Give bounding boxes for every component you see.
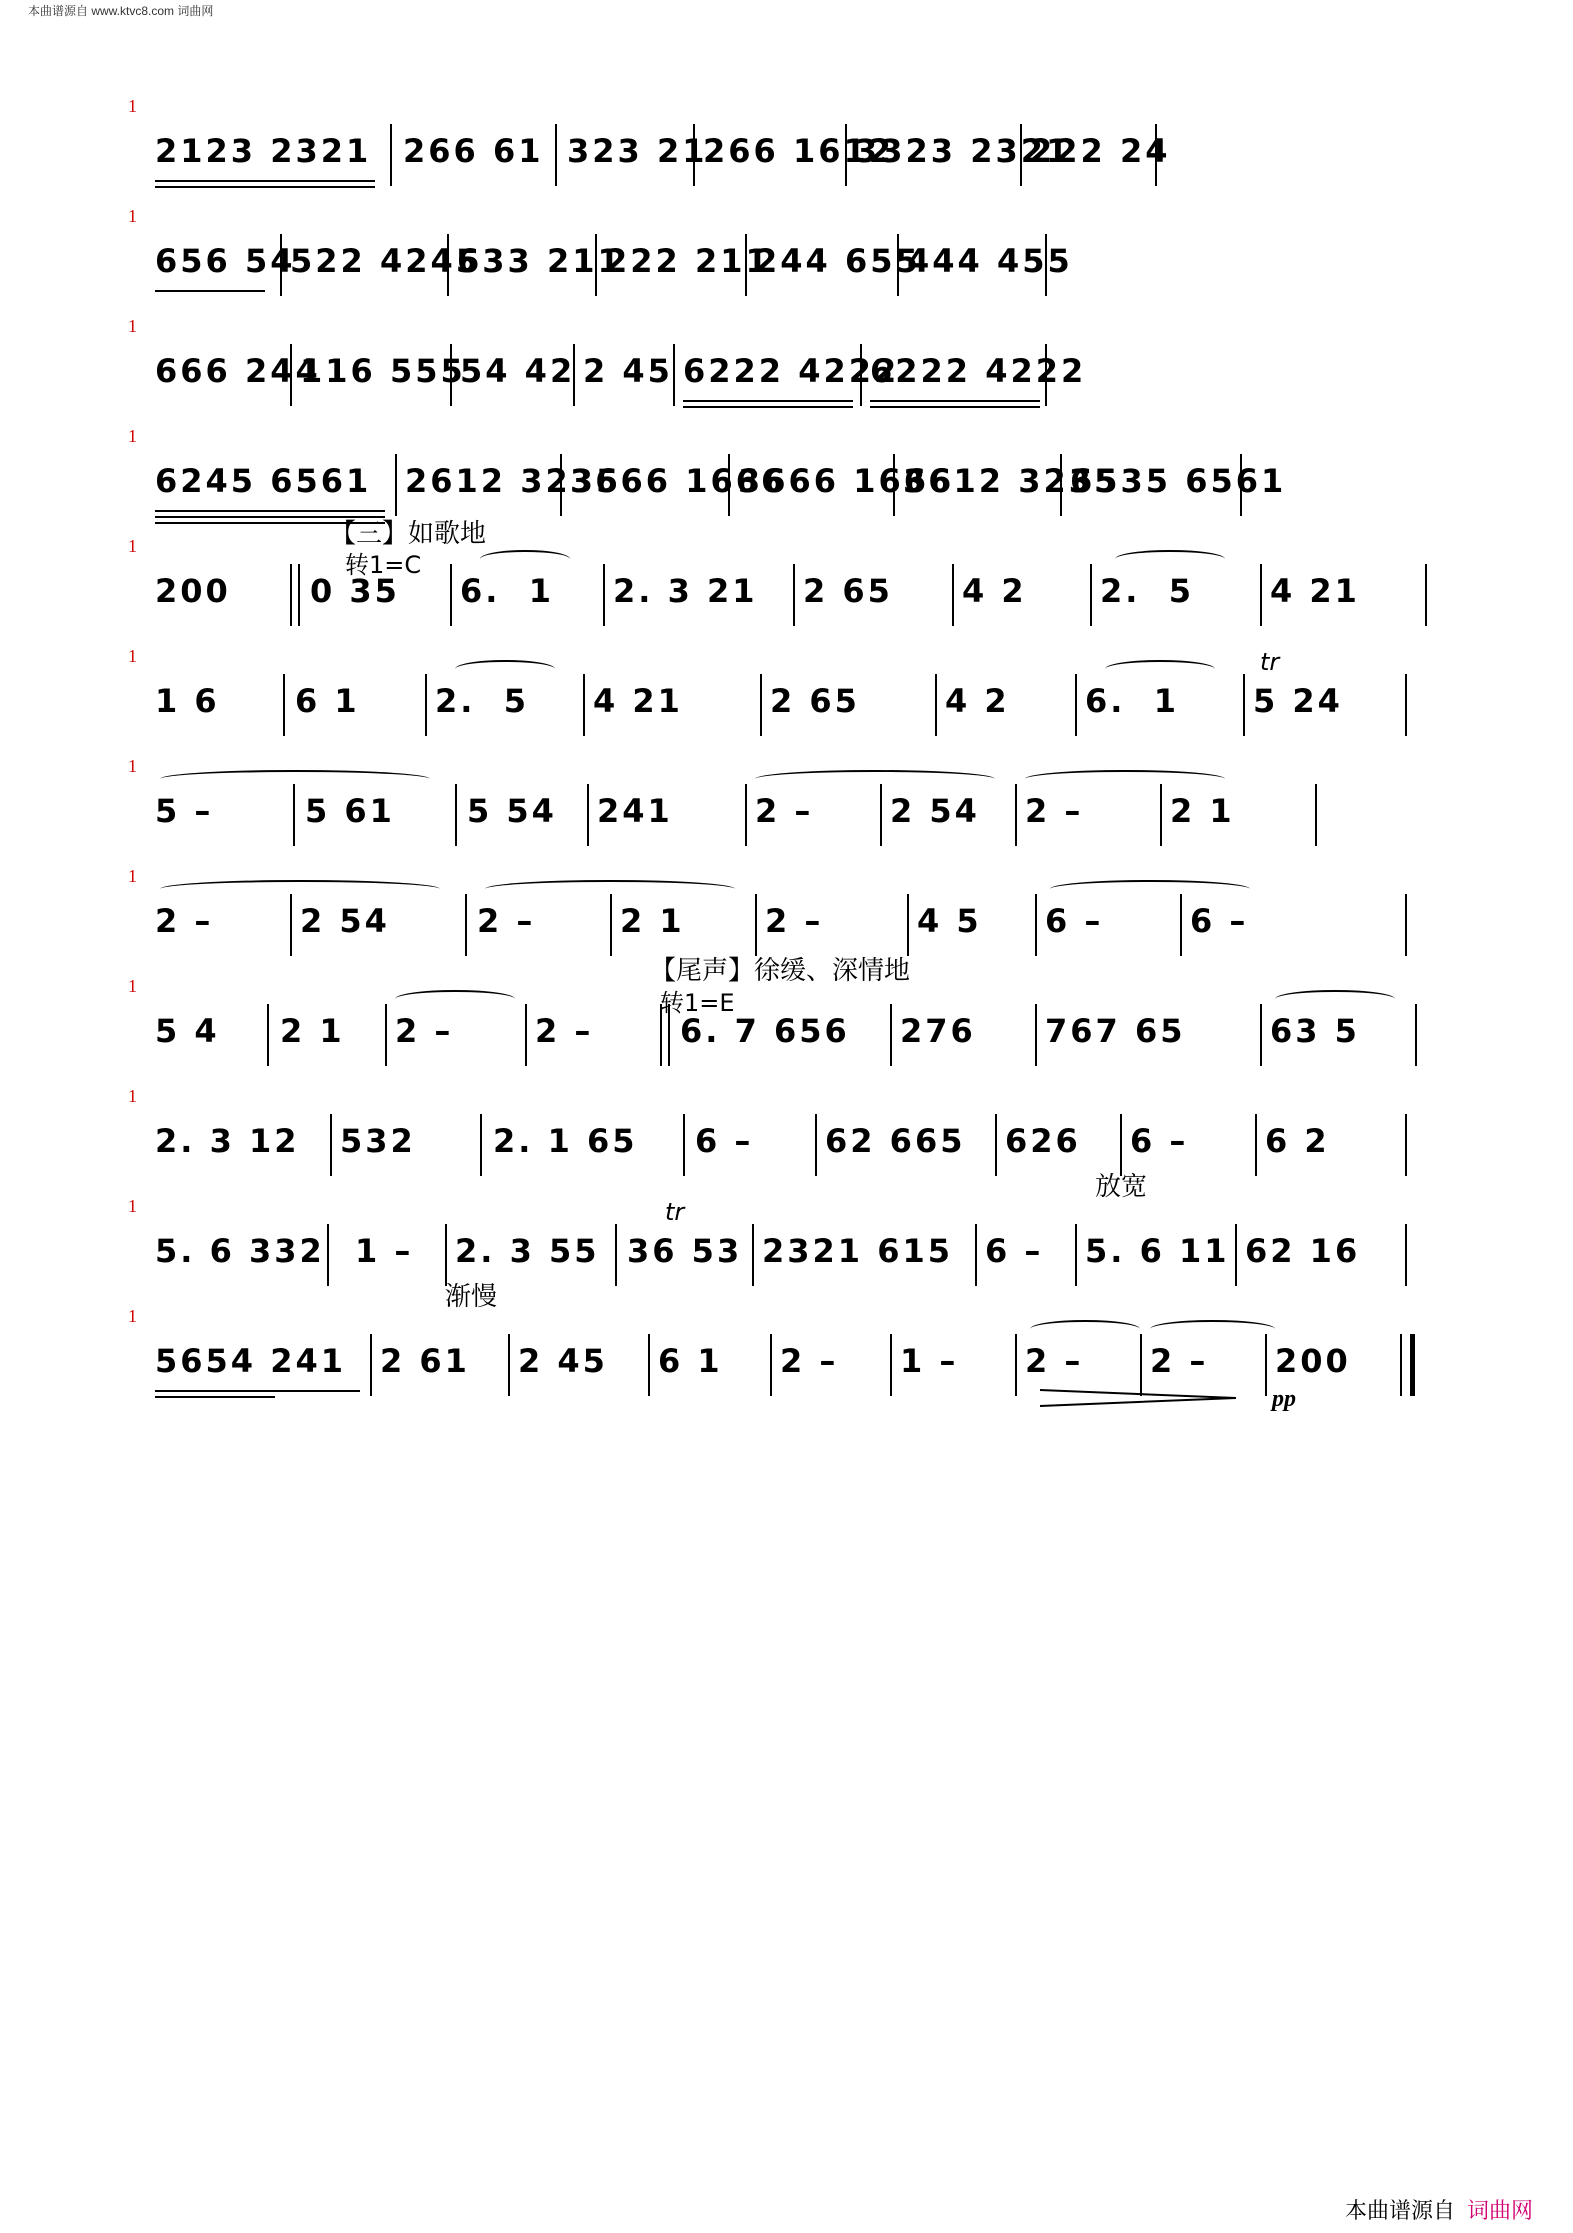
line-marker: 1 — [128, 1196, 137, 1216]
measure: 2123 2321 — [155, 132, 372, 170]
measure: 5 54 — [467, 792, 557, 830]
measure: 6. 1 — [1085, 682, 1179, 720]
measure: 6222 4222 — [683, 352, 900, 390]
measure: 444 455 — [907, 242, 1073, 280]
tempo-slow: 渐慢 — [445, 1282, 498, 1312]
measure: 2 65 — [803, 572, 893, 610]
measure: 2 54 — [890, 792, 980, 830]
measure: 2 – — [1025, 792, 1084, 830]
line-marker: 1 — [128, 96, 137, 116]
tempo-broaden: 放宽 — [1095, 1172, 1148, 1202]
stave-3 — [0, 316, 1573, 436]
key-change: 转1=C — [345, 551, 422, 579]
measure: 2 1 — [620, 902, 685, 940]
line-marker: 1 — [128, 536, 137, 556]
measure: 2 – — [780, 1342, 839, 1380]
key-change: 转1=E — [660, 989, 735, 1017]
measure: 2. 3 21 — [613, 572, 758, 610]
line-marker: 1 — [128, 1306, 137, 1326]
measure: 6 – — [1190, 902, 1249, 940]
measure: 6222 4222 — [870, 352, 1087, 390]
measure: 6245 6561 — [155, 462, 372, 500]
measure: 2 65 — [770, 682, 860, 720]
measure: 2. 1 65 — [493, 1122, 638, 1160]
measure: 116 555 — [300, 352, 466, 390]
trill-mark: tr — [665, 1198, 685, 1226]
measure: 6 – — [985, 1232, 1044, 1270]
measure: 200 — [1275, 1342, 1351, 1380]
section-title: 【三】如歌地 — [330, 519, 487, 549]
line-marker: 1 — [128, 1086, 137, 1106]
line-marker: 1 — [128, 206, 137, 226]
measure: 666 244 — [155, 352, 321, 390]
measure: 2321 615 — [762, 1232, 953, 1270]
measure: 6. 7 656 — [680, 1012, 850, 1050]
footer-brand: 词曲网 — [1466, 2198, 1533, 2223]
measure: 4 21 — [1270, 572, 1360, 610]
measure: 2 61 — [380, 1342, 470, 1380]
measure: 5 61 — [305, 792, 395, 830]
measure: 2 1 — [280, 1012, 345, 1050]
measure: 5 – — [155, 792, 214, 830]
stave-6 — [0, 646, 1573, 766]
measure: 3666 1666 — [570, 462, 787, 500]
line-marker: 1 — [128, 316, 137, 336]
line-marker: 1 — [128, 426, 137, 446]
line-marker: 1 — [128, 646, 137, 666]
measure: 276 — [900, 1012, 976, 1050]
measure: 2. 3 12 — [155, 1122, 300, 1160]
decrescendo-hairpin — [1040, 1388, 1240, 1408]
stave-4 — [0, 426, 1573, 546]
measure: 532 — [340, 1122, 416, 1160]
measure: 6 – — [1130, 1122, 1189, 1160]
measure: 3666 1666 — [738, 462, 955, 500]
stave-12 — [0, 1282, 1573, 1426]
measure: 2 – — [765, 902, 824, 940]
measure: 2 – — [395, 1012, 454, 1050]
measure: 63 5 — [1270, 1012, 1360, 1050]
measure: 5. 6 332 — [155, 1232, 325, 1270]
measure: 633 211 — [457, 242, 623, 280]
measure: 2 45 — [583, 352, 673, 390]
measure: 2 – — [155, 902, 214, 940]
measure: 266 61 — [403, 132, 544, 170]
measure: 1 – — [355, 1232, 414, 1270]
measure: 3323 2321 — [855, 132, 1072, 170]
measure: 2 54 — [300, 902, 390, 940]
measure: 6535 6561 — [1070, 462, 1287, 500]
measure: 656 54 — [155, 242, 296, 280]
measure: 2612 3235 — [405, 462, 622, 500]
measure: 2 – — [1150, 1342, 1209, 1380]
measure: 2. 5 — [435, 682, 529, 720]
measure: 6 – — [1045, 902, 1104, 940]
measure: 266 1612 — [703, 132, 894, 170]
line-marker: 1 — [128, 866, 137, 886]
footer-source: 本曲谱源自 — [1344, 2198, 1455, 2223]
measure: 244 655 — [755, 242, 921, 280]
measure: 3612 3235 — [903, 462, 1120, 500]
measure: 767 65 — [1045, 1012, 1186, 1050]
measure: 0 35 — [310, 572, 400, 610]
stave-9 — [0, 976, 1573, 1096]
measure: 5. 6 11 — [1085, 1232, 1230, 1270]
measure: 62 16 — [1245, 1232, 1361, 1270]
measure: 5 24 — [1253, 682, 1343, 720]
measure: 6 1 — [295, 682, 360, 720]
measure: 522 4245 — [290, 242, 481, 280]
measure: 2 45 — [518, 1342, 608, 1380]
line-marker: 1 — [128, 976, 137, 996]
stave-1 — [0, 96, 1573, 216]
measure: 54 42 — [460, 352, 576, 390]
measure: 6 2 — [1265, 1122, 1330, 1160]
measure: 6. 1 — [460, 572, 554, 610]
measure: 5 4 — [155, 1012, 220, 1050]
stave-11 — [0, 1172, 1573, 1316]
stave-5 — [0, 536, 1573, 656]
measure: 200 — [155, 572, 231, 610]
measure: 5654 241 — [155, 1342, 346, 1380]
header-watermark: 本曲谱源自 www.ktvc8.com 词曲网 — [28, 4, 214, 18]
footer — [1345, 2194, 1533, 2225]
stave-7 — [0, 756, 1573, 876]
measure: 2 – — [755, 792, 814, 830]
measure: 1 6 — [155, 682, 220, 720]
line-marker: 1 — [128, 756, 137, 776]
measure: 2 – — [1025, 1342, 1084, 1380]
measure: 626 — [1005, 1122, 1081, 1160]
measure: 2. 3 55 — [455, 1232, 600, 1270]
stave-2 — [0, 206, 1573, 326]
measure: 4 21 — [593, 682, 683, 720]
section-title: 【尾声】徐缓、深情地 — [650, 956, 911, 986]
measure: 2 – — [477, 902, 536, 940]
measure: 2. 5 — [1100, 572, 1194, 610]
measure: 4 2 — [962, 572, 1027, 610]
measure: 241 — [597, 792, 673, 830]
dynamic-pp: pp — [1272, 1386, 1296, 1412]
measure: 62 665 — [825, 1122, 966, 1160]
measure: 2 1 — [1170, 792, 1235, 830]
measure: 1 – — [900, 1342, 959, 1380]
measure: 6 – — [695, 1122, 754, 1160]
measure: 323 21 — [567, 132, 708, 170]
measure: 6 1 — [658, 1342, 723, 1380]
trill-mark: tr — [1260, 648, 1280, 676]
measure: 4 2 — [945, 682, 1010, 720]
stave-10 — [0, 1086, 1573, 1206]
measure: 222 211 — [605, 242, 771, 280]
measure: 36 53 — [627, 1232, 743, 1270]
measure: 2 – — [535, 1012, 594, 1050]
measure: 222 24 — [1030, 132, 1171, 170]
measure: 4 5 — [917, 902, 982, 940]
